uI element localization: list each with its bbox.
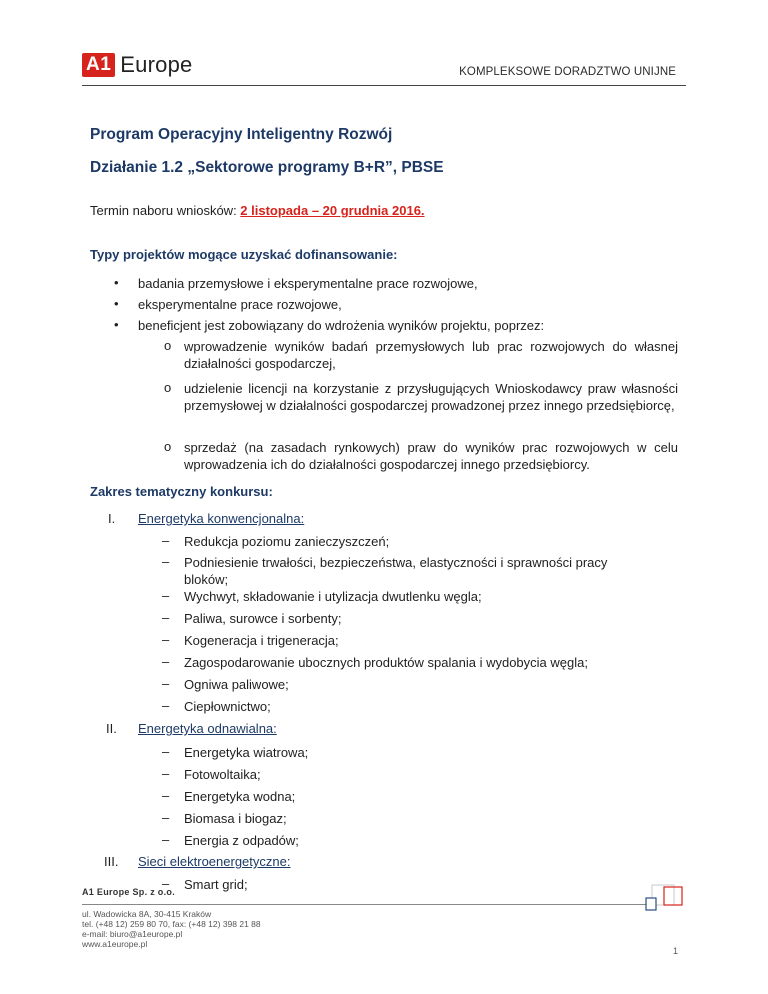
dash-icon: – (162, 632, 170, 647)
list-item: Redukcja poziomu zanieczyszczeń; (184, 534, 390, 549)
dash-icon: – (162, 654, 170, 669)
footer-address: ul. Wadowicka 8A, 30-415 Kraków (82, 909, 212, 919)
list-item: Paliwa, surowce i sorbenty; (184, 611, 342, 626)
bullet-icon: • (114, 317, 119, 332)
page-number: 1 (672, 946, 678, 956)
deadline-line (90, 203, 425, 218)
dash-icon: – (162, 876, 170, 891)
dash-icon: – (162, 676, 170, 691)
list-item: Smart grid; (184, 877, 248, 892)
footer-website[interactable]: www.a1europe.pl (82, 939, 148, 949)
list-item: eksperymentalne prace rozwojowe, (138, 297, 342, 312)
deadline-value: 2 listopada – 20 grudnia 2016. (240, 203, 425, 218)
dash-icon: – (162, 810, 170, 825)
section-numeral: II. (106, 721, 117, 736)
bullet-icon: • (114, 296, 119, 311)
list-item: Ciepłownictwo; (184, 699, 271, 714)
scope-heading: Zakres tematyczny konkursu: (90, 484, 273, 499)
list-item: Biomasa i biogaz; (184, 811, 287, 826)
list-item: Energetyka wiatrowa; (184, 745, 309, 760)
list-item: Zagospodarowanie ubocznych produktów spalania i wydobycia węgla; (184, 655, 588, 670)
circle-bullet-icon: o (164, 338, 172, 353)
company-logo (82, 53, 192, 77)
dash-icon: – (162, 832, 170, 847)
footer-divider (82, 904, 654, 905)
list-item: Ogniwa paliwowe; (184, 677, 289, 692)
list-item: Wychwyt, składowanie i utylizacja dwutlenku węgla; (184, 589, 482, 604)
section-title: Sieci elektroenergetyczne: (138, 854, 291, 869)
footer-email[interactable]: e-mail: biuro@a1europe.pl (82, 929, 183, 939)
list-item: Fotowoltaika; (184, 767, 261, 782)
dash-icon: – (162, 610, 170, 625)
header-tagline: KOMPLEKSOWE DORADZTWO UNIJNE (459, 66, 676, 78)
dash-icon: – (162, 766, 170, 781)
footer-company: A1 Europe Sp. z o.o. (82, 887, 176, 897)
section-numeral: I. (108, 511, 116, 526)
deadline-label: Termin naboru wniosków: (90, 203, 241, 218)
header-divider (82, 85, 686, 86)
dash-icon: – (162, 588, 170, 603)
dash-icon: – (162, 698, 170, 713)
dash-icon: – (162, 744, 170, 759)
section-numeral: III. (104, 854, 119, 869)
list-item: wprowadzenie wyników badań przemysłowych lub prac rozwojowych do własnej działalności gospodarczej, (184, 339, 678, 371)
dash-icon: – (162, 788, 170, 803)
list-item: beneficjent jest zobowiązany do wdrożenia wyników projektu, poprzez: (138, 318, 545, 333)
project-types-heading: Typy projektów mogące uzyskać dofinansowanie: (90, 247, 398, 262)
footer-squares-icon (644, 884, 686, 914)
list-item: Podniesienie trwałości, bezpieczeństwa, elastyczności i sprawności pracy bloków; (184, 555, 608, 587)
list-item: Kogeneracja i trigeneracja; (184, 633, 339, 648)
circle-bullet-icon: o (164, 439, 172, 454)
section-title: Energetyka konwencjonalna: (138, 511, 305, 526)
logo-mark: A1 (82, 53, 115, 77)
bullet-icon: • (114, 275, 119, 290)
list-item: Energetyka wodna; (184, 789, 296, 804)
circle-bullet-icon: o (164, 380, 172, 395)
footer-phone: tel. (+48 12) 259 80 70, fax: (+48 12) 398 21 88 (82, 919, 261, 929)
list-item: badania przemysłowe i eksperymentalne prace rozwojowe, (138, 276, 478, 291)
list-item: Energia z odpadów; (184, 833, 299, 848)
dash-icon: – (162, 533, 170, 548)
document-title: Program Operacyjny Inteligentny Rozwój (90, 126, 393, 143)
document-subtitle: Działanie 1.2 „Sektorowe programy B+R”, PBSE (90, 159, 444, 176)
list-item: udzielenie licencji na korzystanie z przysługujących Wnioskodawcy praw własności przemysłowej w działalności gospodarczej prowadzonej przez innego przedsiębiorcę, (184, 381, 678, 413)
list-item: sprzedaż (na zasadach rynkowych) praw do wyników prac rozwojowych w celu wprowadzenia ich do działalności gospodarczej innego przedsiębiorcy. (184, 440, 678, 472)
section-title: Energetyka odnawialna: (138, 721, 277, 736)
dash-icon: – (162, 554, 170, 569)
logo-text: Europe (120, 52, 193, 77)
